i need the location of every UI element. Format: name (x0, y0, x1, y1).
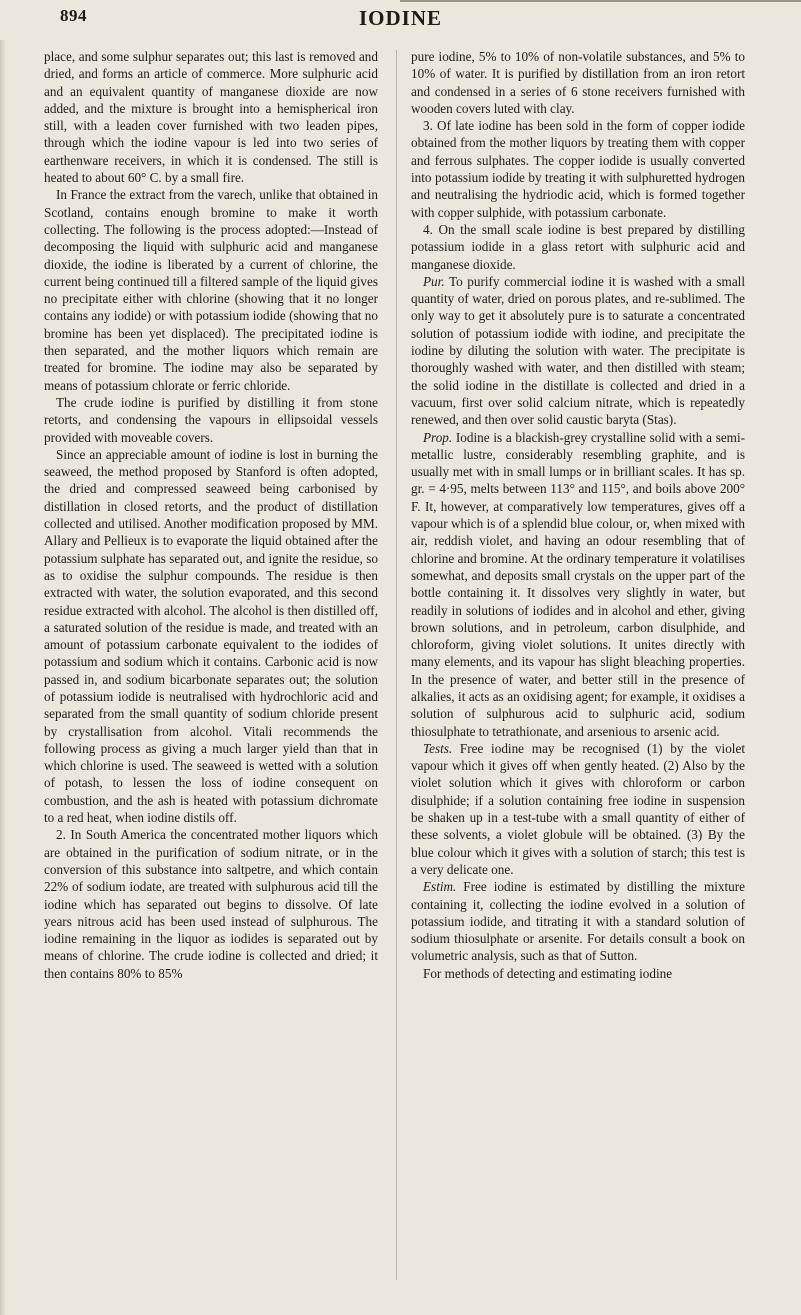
paragraph-text: Free iodine may be recognised (1) by the violet vapour which it gives off when gently heated. (2) Also by the violet solution which it gives with chloroform or carbon disulphide; if a solution containing free iodine in suspension be shaken up in a test-tube with a small quantity of either of these solvents, a violet globule will be obtained. (3) By the blue colour which it gives with a solution of starch; this test is a very delicate one. (411, 740, 745, 877)
paragraph (411, 273, 745, 429)
paragraph (44, 826, 378, 982)
page-number: 894 (60, 6, 87, 25)
paragraph (411, 221, 745, 273)
paragraph-text: For methods of detecting and estimating iodine (423, 965, 673, 981)
paragraph (44, 446, 378, 827)
top-edge-rule (400, 0, 801, 2)
paragraph (44, 394, 378, 446)
paragraph-text: pure iodine, 5% to 10% of non-volatile substances, and 5% to 10% of water. It is purified by distillation from an iron retort and condensed in a series of 6 stone receivers furnished with wooden covers luted with clay. (411, 49, 745, 116)
paragraph-text: Since an appreciable amount of iodine is lost in burning the seaweed, the method proposed by Stanford is often adopted, the dried and compressed seaweed being carbonised by distillation in closed retorts, and the product of distillation collected and utilised. Another modification proposed by MM. Allary and Pellieux is to evaporate the liquid obtained after the potassium sulphate has separated out, and ignite the residue, so as to oxidise the sulphur compounds. The residue is then extracted with water, the solution evaporated, and this second residue extracted with alcohol. The alcohol is then distilled off, a saturated solution of the residue is made, and treated with an amount of potassium carbonate equivalent to the iodides of potassium and sodium which it contains. Carbonic acid is now passed in, and sodium bicarbonate separates out; the solution of potassium iodide is neutralised with hydrochloric acid and separated from the small quantity of sodium chloride present by crystallisation from alcohol. Vitali recommends the following process as giving a much larger yield than that in which chlorine is used. The seaweed is wetted with a solution of potash, to lessen the loss of iodine consequent on combustion, and the ash is heated with potassium dichromate to a red heat, when iodine distils off. (44, 446, 378, 826)
paragraph (44, 186, 378, 394)
right-column (411, 48, 745, 982)
paragraph-text: Free iodine is estimated by distilling the mixture containing it, collecting the iodine evolved in a solution of potassium iodide, and titrating it with a standard solution of sodium thiosulphate or arsenite. For details consult a book on volumetric analysis, such as that of Sutton. (411, 879, 745, 964)
paragraph-lead: Tests. (423, 740, 453, 756)
paragraph-lead: Pur. (423, 273, 445, 289)
running-head: IODINE (358, 6, 443, 30)
paragraph (44, 48, 378, 186)
paragraph-text: 3. Of late iodine has been sold in the form of copper iodide obtained from the mother liquors by treating them with copper and ferrous sulphates. The copper iodide is usually converted into potassium iodide by treating it with sulphuretted hydrogen and neutralising the hydriodic acid, which is formed together with copper sulphide, with potassium carbonate. (411, 118, 745, 220)
paragraph (411, 429, 745, 740)
paragraph (411, 117, 745, 221)
paragraph (411, 878, 745, 964)
column-divider (396, 50, 397, 1280)
paragraph-text: 2. In South America the concentrated mother liquors which are obtained in the purification of sodium nitrate, or in the conversion of this substance into saltpetre, and which contain 22% of sodium iodate, are treated with sulphurous acid till the iodine which has separated out begins to dissolve. Of late years nitrous acid has been used instead of sulphurous. The iodine remaining in the liquor as iodides is separated out by means of chlorine. The crude iodine is collected and dried; it then contains 80% to 85% (44, 827, 378, 981)
page-edge-shadow (0, 40, 6, 1315)
paragraph-lead: Prop. (423, 429, 453, 445)
paragraph (411, 740, 745, 878)
paragraph-text: The crude iodine is purified by distilling it from stone retorts, and condensing the vapours in ellipsoidal vessels provided with moveable covers. (44, 394, 378, 445)
paragraph-text: To purify commercial iodine it is washed with a small quantity of water, dried on porous plates, and re-sublimed. The only way to get it absolutely pure is to saturate a concentrated solution of potassium iodide with iodine, and precipitate the iodine by diluting the solution with water. The precipitate is thoroughly washed with water, and then distilled with steam; the solid iodine in the distillate is collected and dried in a vacuum, first over solid calcium nitrate, which is repeatedly renewed, and then over solid caustic baryta (Stas). (411, 273, 745, 428)
paragraph (411, 965, 745, 982)
paragraph-text: 4. On the small scale iodine is best prepared by distilling potassium iodide in a glass retort with sulphuric acid and manganese dioxide. (411, 221, 745, 272)
paragraph-lead: Estim. (423, 879, 457, 895)
paragraph-text: Iodine is a blackish-grey crystalline solid with a semi-metallic lustre, considerably resembling graphite, and is usually met with in small lumps or in brilliant scales. It has sp. gr. = 4·95, melts between 113° and 115°, and boils above 200° F. It, however, at comparatively low temperatures, gives off a vapour which is of a splendid blue colour, or, when mixed with air, reddish violet, and having an odour resembling that of chlorine and bromine. At the ordinary temperature it volatilises somewhat, and deposits small crystals on the upper part of the bottle containing it. It dissolves very slightly in water, but readily in solutions of iodides and in alcohol and ether, giving brown solutions, and in petroleum, carbon disulphide, and chloroform, giving violet solutions. It unites directly with many elements, and its vapour has slight bleaching properties. In the presence of water, and better still in the presence of alkalies, it acts as an oxidising agent; for example, it oxidises a solution of sulphurous acid to sulphuric acid, sodium thiosulphate to tetrathionate, and arsenious to arsenic acid. (411, 429, 745, 739)
paragraph-text: In France the extract from the varech, unlike that obtained in Scotland, contains enough bromine to make it worth collecting. The following is the process adopted:—Instead of decomposing the liquid with sulphuric acid and manganese dioxide, the iodine is liberated by a current of chlorine, the current being continued till a filtered sample of the liquid gives no precipitate either with chlorine (showing that it no longer contains any iodide) or with potassium iodide (showing that no bromine has been yet displaced). The precipitated iodine is then separated, and the mother liquors which remain are treated for bromine. The iodine may also be separated by means of potassium chlorate or ferric chloride. (44, 187, 378, 393)
left-column (44, 48, 378, 982)
paragraph-text: place, and some sulphur separates out; this last is removed and dried, and forms an article of commerce. More sulphuric acid and an equivalent quantity of manganese dioxide are now added, and the mixture is brought into a hemispherical iron still, with a leaden cover furnished with two leaden pipes, through which the iodine vapour is led into two series of earthenware receivers, in which it is condensed. The still is heated to about 60° C. by a small fire. (44, 49, 378, 186)
paragraph (411, 48, 745, 117)
